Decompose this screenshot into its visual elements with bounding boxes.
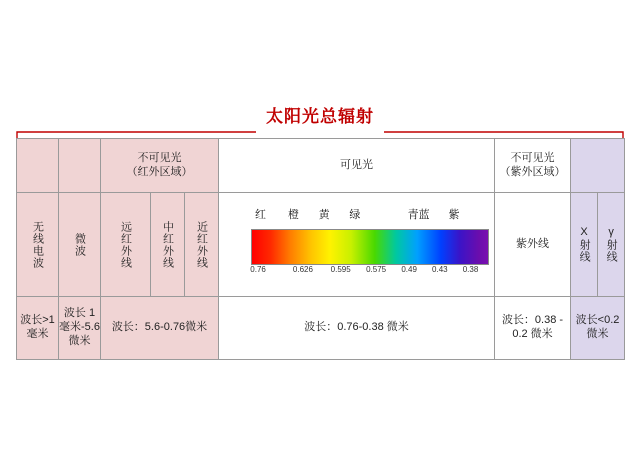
table-wavelength-row bbox=[17, 296, 625, 359]
wavelength-microwave: 波长 1毫米-5.6微米 bbox=[59, 296, 101, 359]
color-name-orange: 橙 bbox=[287, 208, 299, 221]
wavelength-visible: 波长：0.76-0.38 微米 bbox=[219, 296, 495, 359]
page-title: 太阳光总辐射 bbox=[266, 107, 374, 126]
color-name-red: 红 bbox=[254, 208, 266, 221]
band-radio-label: 无线电波 bbox=[31, 220, 44, 269]
tick-0-575: 0.575 bbox=[366, 264, 387, 274]
header-blank-right bbox=[571, 139, 625, 193]
spectrum-tick-labels bbox=[251, 265, 487, 279]
tick-0-76: 0.76 bbox=[250, 264, 266, 274]
spectrum-graphic bbox=[219, 199, 494, 291]
band-xray bbox=[571, 193, 598, 296]
color-name-violet: 紫 bbox=[448, 208, 460, 221]
color-name-cyan-blue: 青蓝 bbox=[407, 208, 430, 221]
color-name-yellow: 黄 bbox=[318, 208, 330, 221]
color-bar bbox=[251, 229, 489, 265]
band-far-infrared-label: 远红外线 bbox=[119, 220, 132, 269]
tick-0-595: 0.595 bbox=[330, 264, 351, 274]
header-blank-left bbox=[17, 139, 59, 193]
band-microwave bbox=[59, 193, 101, 296]
tick-0-43: 0.43 bbox=[432, 264, 448, 274]
header-visible-light: 可见光 bbox=[219, 139, 495, 193]
band-near-infrared-label: 近红外线 bbox=[195, 220, 208, 269]
wavelength-infrared: 波长：5.6-0.76微米 bbox=[101, 296, 219, 359]
spectrum-color-names bbox=[251, 209, 487, 225]
wavelength-ultraviolet: 波长：0.38 - 0.2 微米 bbox=[495, 296, 571, 359]
spectrum-table bbox=[16, 138, 625, 360]
band-microwave-label: 微波 bbox=[73, 232, 86, 257]
title-bracket bbox=[16, 112, 624, 140]
band-near-infrared bbox=[185, 193, 219, 296]
band-xray-label: X射线 bbox=[578, 226, 591, 264]
band-radio bbox=[17, 193, 59, 296]
tick-0-626: 0.626 bbox=[292, 264, 313, 274]
header-blank-left2 bbox=[59, 139, 101, 193]
visible-spectrum-cell bbox=[219, 193, 495, 296]
table-header-row bbox=[17, 139, 625, 193]
header-invisible-ultraviolet: 不可见光 （紫外区域） bbox=[495, 139, 571, 193]
band-mid-infrared bbox=[151, 193, 185, 296]
color-name-green: 绿 bbox=[349, 208, 361, 221]
header-invisible-infrared: 不可见光 （红外区域） bbox=[101, 139, 219, 193]
band-mid-infrared-label: 中红外线 bbox=[161, 220, 174, 269]
band-ultraviolet: 紫外线 bbox=[495, 193, 571, 296]
table-band-row bbox=[17, 193, 625, 296]
tick-0-38: 0.38 bbox=[462, 264, 479, 274]
band-gamma bbox=[598, 193, 625, 296]
tick-0-49: 0.49 bbox=[401, 264, 417, 274]
band-gamma-label: γ射线 bbox=[605, 226, 618, 264]
wavelength-radio: 波长>1毫米 bbox=[17, 296, 59, 359]
band-far-infrared bbox=[101, 193, 151, 296]
wavelength-xray-gamma: 波长<0.2 微米 bbox=[571, 296, 625, 359]
